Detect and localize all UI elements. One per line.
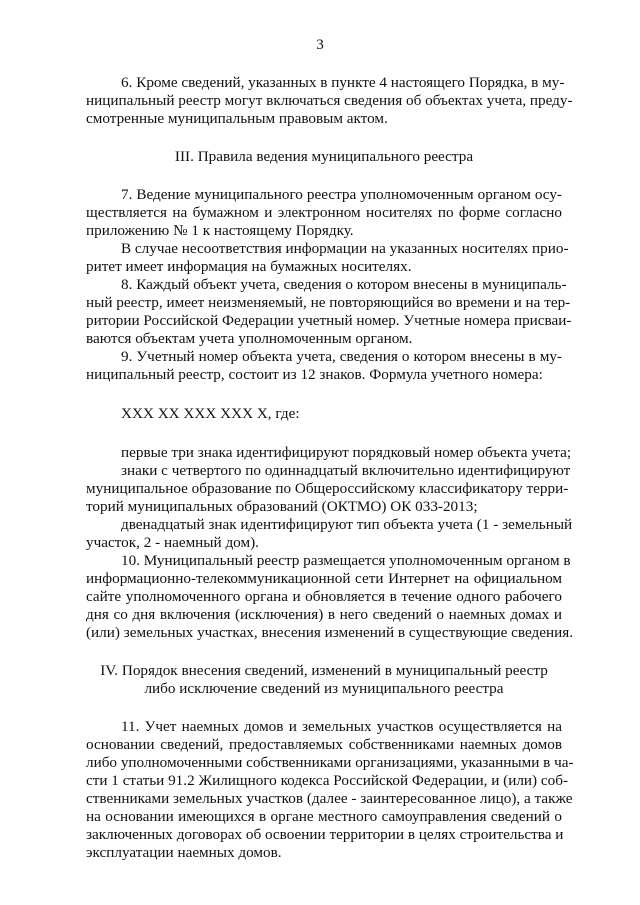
- paragraph-8-line-1: 8. Каждый объект учета, сведения о котором внесены в муниципаль-: [121, 276, 567, 293]
- paragraph-11-line-7: заключенных договорах об освоении территории в целях строительства и: [86, 826, 564, 843]
- paragraph-7b-line-2: ритет имеет информация на бумажных носителях.: [86, 258, 412, 275]
- number-formula: XXX XX XXX XXX X, где:: [121, 405, 300, 422]
- paragraph-10-line-3: сайте уполномоченного органа и обновляется в течение одного рабочего: [86, 588, 562, 605]
- paragraph-6-line-1: 6. Кроме сведений, указанных в пункте 4 настоящего Порядка, в му-: [121, 74, 565, 91]
- paragraph-9-line-2: ниципальный реестр, состоит из 12 знаков. Формула учетного номера:: [86, 366, 543, 383]
- paragraph-7-line-3: приложению № 1 к настоящему Порядку.: [86, 222, 354, 239]
- paragraph-7-line-2: ществляется на бумажном и электронном носителях по форме согласно: [86, 204, 562, 221]
- paragraph-11-line-3: либо уполномоченными собственниками организациями, указанными в ча-: [86, 754, 574, 771]
- paragraph-6-line-3: смотренные муниципальным правовым актом.: [86, 110, 388, 127]
- paragraph-11-line-6: на основании имеющихся в органе местного самоуправления сведений о: [86, 808, 562, 825]
- paragraph-10-line-5: (или) земельных участках, внесения изменений в существующие сведения.: [86, 624, 574, 641]
- paragraph-10-line-1: 10. Муниципальный реестр размещается уполномоченным органом в: [121, 552, 571, 569]
- section-4-heading-line-1: IV. Порядок внесения сведений, изменений в муниципальный реестр: [100, 662, 548, 679]
- paragraph-8-line-2: ный реестр, имеет неизменяемый, не повторяющийся во времени и на тер-: [86, 294, 571, 311]
- paragraph-11-line-2: основании сведений, предоставляемых собственниками наемных домов: [86, 736, 562, 753]
- paragraph-10-line-2: информационно-телекоммуникационной сети Интернет на официальном: [86, 570, 562, 587]
- formula-desc-line-6: участок, 2 - наемный дом).: [86, 534, 259, 551]
- formula-desc-line-2: знаки с четвертого по одиннадцатый включительно идентифицируют: [121, 462, 571, 479]
- section-3-heading: III. Правила ведения муниципального реестра: [174, 148, 474, 165]
- paragraph-6-line-2: ниципальный реестр могут включаться сведения об объектах учета, преду-: [86, 92, 573, 109]
- formula-desc-line-3: муниципальное образование по Общероссийскому классификатору терри-: [86, 480, 569, 497]
- page-number: 3: [316, 36, 324, 53]
- paragraph-7b-line-1: В случае несоответствия информации на указанных носителях прио-: [121, 240, 569, 257]
- paragraph-11-line-5: ственниками земельных участков (далее - заинтересованное лицо), а также: [86, 790, 573, 807]
- paragraph-11-line-1: 11. Учет наемных домов и земельных участков осуществляется на: [121, 718, 562, 735]
- section-4-heading-line-2: либо исключение сведений из муниципального реестра: [144, 680, 504, 697]
- paragraph-11-line-8: эксплуатации наемных домов.: [86, 844, 282, 861]
- formula-desc-line-5: двенадцатый знак идентифицируют тип объекта учета (1 - земельный: [121, 516, 573, 533]
- paragraph-8-line-4: ваются объектам учета уполномоченным органом.: [86, 330, 413, 347]
- paragraph-9-line-1: 9. Учетный номер объекта учета, сведения о котором внесены в му-: [121, 348, 562, 365]
- paragraph-8-line-3: ритории Российской Федерации учетный номер. Учетные номера присваи-: [86, 312, 572, 329]
- paragraph-7-line-1: 7. Ведение муниципального реестра уполномоченным органом осу-: [121, 186, 562, 203]
- paragraph-11-line-4: сти 1 статьи 91.2 Жилищного кодекса Российской Федерации, и (или) соб-: [86, 772, 569, 789]
- formula-desc-line-4: торий муниципальных образований (ОКТМО) ОК 033-2013;: [86, 498, 478, 515]
- formula-desc-line-1: первые три знака идентифицируют порядковый номер объекта учета;: [121, 444, 572, 461]
- paragraph-10-line-4: дня со дня включения (исключения) в него сведений о наемных домах и: [86, 606, 562, 623]
